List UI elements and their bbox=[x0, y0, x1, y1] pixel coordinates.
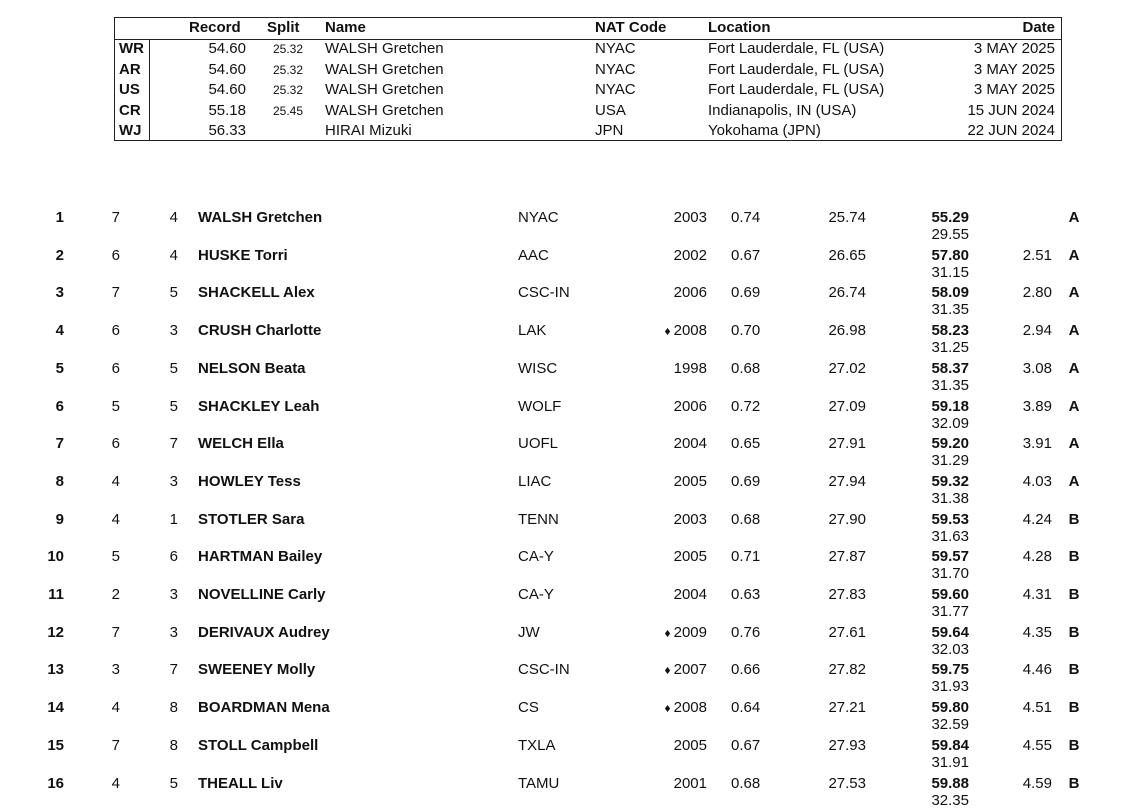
result-birth-year-value: 2008 bbox=[673, 699, 707, 717]
record-nat-code: USA bbox=[595, 101, 626, 119]
records-table bbox=[114, 17, 1062, 141]
result-reaction-time: 0.69 bbox=[731, 472, 761, 490]
result-split-100: 32.03 bbox=[931, 640, 969, 658]
result-split-50: 27.91 bbox=[828, 435, 866, 453]
records-header-split: Split bbox=[267, 19, 300, 36]
result-final-time: 58.23 bbox=[931, 322, 969, 340]
record-date: 3 MAY 2025 bbox=[973, 40, 1055, 57]
result-final-group: A bbox=[1068, 359, 1080, 377]
result-final-group: A bbox=[1068, 397, 1080, 415]
result-time-behind: 4.51 bbox=[1022, 699, 1052, 717]
result-final-time: 59.57 bbox=[931, 548, 969, 566]
result-birth-year bbox=[647, 322, 707, 340]
result-final-time: 59.32 bbox=[931, 472, 969, 490]
result-time-behind: 4.55 bbox=[1022, 736, 1052, 754]
result-birth-year-value: 2008 bbox=[673, 322, 707, 340]
result-lane: 6 bbox=[169, 548, 178, 566]
result-final-time: 59.80 bbox=[931, 699, 969, 717]
result-lane: 4 bbox=[169, 246, 178, 264]
result-birth-year bbox=[647, 661, 707, 679]
result-heat: 6 bbox=[111, 246, 120, 264]
result-heat: 4 bbox=[111, 774, 120, 792]
result-lane: 1 bbox=[169, 510, 178, 528]
result-reaction-time: 0.72 bbox=[731, 397, 761, 415]
result-split-50: 25.74 bbox=[828, 209, 866, 226]
result-birth-year bbox=[647, 624, 707, 642]
result-heat: 4 bbox=[111, 510, 120, 528]
record-location: Indianapolis, IN (USA) bbox=[708, 101, 857, 119]
result-birth-year-value: 2001 bbox=[673, 774, 707, 792]
result-swimmer-name: NOVELLINE Carly bbox=[198, 586, 326, 603]
result-place: 5 bbox=[55, 359, 64, 377]
result-birth-year-value: 2009 bbox=[673, 623, 707, 641]
record-time: 55.18 bbox=[208, 101, 246, 119]
result-time-behind: 4.31 bbox=[1022, 586, 1052, 603]
result-split-100: 31.70 bbox=[931, 565, 969, 583]
result-split-50: 27.02 bbox=[828, 359, 866, 377]
result-birth-year-value: 2005 bbox=[673, 736, 707, 754]
result-heat: 4 bbox=[111, 699, 120, 717]
result-final-time: 55.29 bbox=[931, 209, 969, 226]
result-split-50: 26.74 bbox=[828, 284, 866, 302]
record-code: CR bbox=[119, 101, 141, 119]
result-birth-year-value: 2005 bbox=[673, 548, 707, 566]
result-birth-year bbox=[647, 511, 707, 529]
result-place: 10 bbox=[47, 548, 64, 566]
result-birth-year-value: 2005 bbox=[673, 472, 707, 490]
record-holder: WALSH Gretchen bbox=[325, 101, 444, 119]
result-club-code: TAMU bbox=[518, 774, 560, 792]
result-club-code: CA-Y bbox=[518, 548, 554, 566]
records-header-location: Location bbox=[708, 19, 771, 36]
result-reaction-time: 0.74 bbox=[731, 209, 761, 226]
result-swimmer-name: THEALL Liv bbox=[198, 774, 283, 792]
result-place: 12 bbox=[47, 623, 64, 641]
result-final-time: 59.75 bbox=[931, 661, 969, 679]
result-place: 11 bbox=[48, 586, 64, 603]
result-club-code: NYAC bbox=[518, 209, 559, 226]
result-heat: 4 bbox=[111, 472, 120, 490]
result-lane: 5 bbox=[169, 284, 178, 302]
result-reaction-time: 0.63 bbox=[731, 586, 761, 603]
record-location: Yokohama (JPN) bbox=[708, 122, 821, 140]
result-swimmer-name: STOTLER Sara bbox=[198, 510, 305, 528]
records-header-record: Record bbox=[189, 19, 241, 36]
result-final-time: 59.88 bbox=[931, 774, 969, 792]
result-split-100: 31.63 bbox=[931, 527, 969, 545]
record-nat-code: NYAC bbox=[595, 81, 636, 99]
result-birth-year bbox=[647, 209, 707, 227]
result-split-50: 27.87 bbox=[828, 548, 866, 566]
result-swimmer-name: NELSON Beata bbox=[198, 359, 306, 377]
result-swimmer-name: SHACKLEY Leah bbox=[198, 397, 320, 415]
records-header-name: Name bbox=[325, 19, 366, 36]
result-split-50: 27.90 bbox=[828, 510, 866, 528]
record-location: Fort Lauderdale, FL (USA) bbox=[708, 81, 885, 99]
result-swimmer-name: CRUSH Charlotte bbox=[198, 322, 322, 340]
result-reaction-time: 0.67 bbox=[731, 736, 761, 754]
result-final-group: B bbox=[1068, 548, 1080, 566]
result-birth-year bbox=[647, 247, 707, 265]
junior-diamond-icon: ♦ bbox=[664, 324, 671, 339]
result-final-group: A bbox=[1068, 435, 1080, 453]
result-lane: 4 bbox=[169, 209, 178, 226]
record-nat-code: NYAC bbox=[595, 60, 636, 78]
record-split: 25.45 bbox=[272, 103, 303, 118]
result-split-50: 27.09 bbox=[828, 397, 866, 415]
result-split-100: 31.35 bbox=[931, 301, 969, 319]
result-birth-year bbox=[647, 586, 707, 604]
result-birth-year bbox=[647, 360, 707, 378]
record-holder: WALSH Gretchen bbox=[325, 81, 444, 99]
result-split-100: 32.35 bbox=[931, 791, 969, 809]
result-birth-year-value: 2004 bbox=[673, 586, 707, 603]
result-split-100: 31.15 bbox=[931, 263, 969, 281]
result-place: 8 bbox=[55, 472, 64, 490]
result-final-group: B bbox=[1068, 510, 1080, 528]
result-swimmer-name: STOLL Campbell bbox=[198, 736, 319, 754]
junior-diamond-icon: ♦ bbox=[664, 663, 671, 678]
result-final-time: 58.09 bbox=[931, 284, 969, 302]
record-code: US bbox=[119, 81, 140, 99]
result-club-code: TENN bbox=[518, 510, 559, 528]
result-time-behind: 3.91 bbox=[1022, 435, 1052, 453]
result-split-100: 32.59 bbox=[931, 716, 969, 734]
record-date: 22 JUN 2024 bbox=[967, 122, 1055, 140]
record-time: 54.60 bbox=[208, 60, 246, 78]
result-place: 13 bbox=[47, 661, 64, 679]
result-swimmer-name: HOWLEY Tess bbox=[198, 472, 301, 490]
result-birth-year bbox=[647, 699, 707, 717]
result-split-50: 27.93 bbox=[828, 736, 866, 754]
result-split-50: 26.98 bbox=[828, 322, 866, 340]
result-place: 6 bbox=[55, 397, 64, 415]
result-reaction-time: 0.65 bbox=[731, 435, 761, 453]
result-place: 1 bbox=[55, 209, 64, 226]
result-final-time: 59.18 bbox=[931, 397, 969, 415]
result-final-group: B bbox=[1068, 736, 1080, 754]
record-time: 56.33 bbox=[208, 122, 246, 140]
records-header-rule bbox=[115, 39, 1061, 40]
result-place: 15 bbox=[47, 736, 64, 754]
result-birth-year bbox=[647, 284, 707, 302]
result-final-time: 58.37 bbox=[931, 359, 969, 377]
result-lane: 3 bbox=[169, 586, 178, 603]
result-reaction-time: 0.68 bbox=[731, 510, 761, 528]
result-time-behind: 2.51 bbox=[1022, 246, 1052, 264]
result-lane: 3 bbox=[169, 472, 178, 490]
result-birth-year bbox=[647, 435, 707, 453]
record-holder: WALSH Gretchen bbox=[325, 40, 444, 57]
result-reaction-time: 0.76 bbox=[731, 623, 761, 641]
record-holder: WALSH Gretchen bbox=[325, 60, 444, 78]
junior-diamond-icon: ♦ bbox=[664, 625, 671, 640]
result-split-50: 26.65 bbox=[828, 246, 866, 264]
record-date: 3 MAY 2025 bbox=[973, 81, 1055, 99]
result-split-100: 31.35 bbox=[931, 376, 969, 394]
result-final-time: 59.20 bbox=[931, 435, 969, 453]
result-time-behind: 3.08 bbox=[1022, 359, 1052, 377]
result-lane: 8 bbox=[169, 736, 178, 754]
result-reaction-time: 0.68 bbox=[731, 774, 761, 792]
result-place: 14 bbox=[47, 699, 64, 717]
result-final-time: 59.53 bbox=[931, 510, 969, 528]
records-header-date: Date bbox=[1022, 19, 1055, 36]
result-final-group: B bbox=[1068, 586, 1080, 603]
result-club-code: LAK bbox=[518, 322, 547, 340]
result-time-behind: 4.59 bbox=[1022, 774, 1052, 792]
record-location: Fort Lauderdale, FL (USA) bbox=[708, 40, 885, 57]
result-reaction-time: 0.64 bbox=[731, 699, 761, 717]
result-split-50: 27.94 bbox=[828, 472, 866, 490]
result-final-group: B bbox=[1068, 661, 1080, 679]
record-code: AR bbox=[119, 60, 141, 78]
record-holder: HIRAI Mizuki bbox=[325, 122, 412, 140]
junior-diamond-icon: ♦ bbox=[664, 701, 671, 716]
result-place: 2 bbox=[55, 246, 64, 264]
result-heat: 6 bbox=[111, 322, 120, 340]
record-date: 3 MAY 2025 bbox=[973, 60, 1055, 78]
record-split: 25.32 bbox=[272, 83, 303, 98]
result-club-code: CSC-IN bbox=[518, 284, 570, 302]
result-heat: 6 bbox=[111, 359, 120, 377]
result-split-100: 31.38 bbox=[931, 489, 969, 507]
result-split-100: 31.77 bbox=[931, 603, 969, 620]
result-place: 9 bbox=[55, 510, 64, 528]
result-lane: 7 bbox=[169, 435, 178, 453]
result-split-100: 31.25 bbox=[931, 339, 969, 357]
record-date: 15 JUN 2024 bbox=[967, 101, 1055, 119]
result-reaction-time: 0.69 bbox=[731, 284, 761, 302]
result-place: 3 bbox=[55, 284, 64, 302]
result-split-100: 32.09 bbox=[931, 414, 969, 432]
records-header-nat-code: NAT Code bbox=[595, 19, 667, 36]
result-swimmer-name: HARTMAN Bailey bbox=[198, 548, 323, 566]
record-nat-code: NYAC bbox=[595, 40, 636, 57]
result-birth-year-value: 2006 bbox=[673, 397, 707, 415]
result-heat: 7 bbox=[111, 284, 120, 302]
result-final-time: 59.64 bbox=[931, 623, 969, 641]
result-split-50: 27.83 bbox=[828, 586, 866, 603]
record-split: 25.32 bbox=[272, 62, 303, 77]
result-reaction-time: 0.67 bbox=[731, 246, 761, 264]
result-time-behind: 4.46 bbox=[1022, 661, 1052, 679]
result-birth-year bbox=[647, 775, 707, 793]
result-club-code: LIAC bbox=[518, 472, 552, 490]
result-heat: 7 bbox=[111, 623, 120, 641]
result-club-code: CA-Y bbox=[518, 586, 554, 603]
result-final-group: B bbox=[1068, 623, 1080, 641]
result-club-code: WISC bbox=[518, 359, 558, 377]
result-birth-year bbox=[647, 398, 707, 416]
result-club-code: JW bbox=[518, 623, 540, 641]
result-club-code: CS bbox=[518, 699, 539, 717]
result-club-code: AAC bbox=[518, 246, 549, 264]
result-time-behind: 3.89 bbox=[1022, 397, 1052, 415]
result-birth-year-value: 2003 bbox=[673, 510, 707, 528]
result-heat: 3 bbox=[111, 661, 120, 679]
result-swimmer-name: HUSKE Torri bbox=[198, 246, 288, 264]
result-split-100: 31.93 bbox=[931, 678, 969, 696]
result-place: 16 bbox=[47, 774, 64, 792]
result-reaction-time: 0.68 bbox=[731, 359, 761, 377]
result-club-code: CSC-IN bbox=[518, 661, 570, 679]
result-birth-year-value: 1998 bbox=[673, 359, 707, 377]
result-final-time: 57.80 bbox=[931, 246, 969, 264]
result-lane: 5 bbox=[169, 397, 178, 415]
result-split-50: 27.21 bbox=[828, 699, 866, 717]
result-heat: 7 bbox=[111, 209, 120, 226]
result-club-code: TXLA bbox=[518, 736, 556, 754]
record-location: Fort Lauderdale, FL (USA) bbox=[708, 60, 885, 78]
record-code: WR bbox=[119, 40, 144, 57]
result-lane: 8 bbox=[169, 699, 178, 717]
result-final-group: A bbox=[1068, 284, 1080, 302]
result-split-100: 29.55 bbox=[931, 226, 969, 243]
result-lane: 5 bbox=[169, 774, 178, 792]
result-lane: 3 bbox=[169, 322, 178, 340]
result-lane: 7 bbox=[169, 661, 178, 679]
result-reaction-time: 0.66 bbox=[731, 661, 761, 679]
result-club-code: WOLF bbox=[518, 397, 562, 415]
result-final-time: 59.84 bbox=[931, 736, 969, 754]
record-time: 54.60 bbox=[208, 40, 246, 57]
result-time-behind: 4.03 bbox=[1022, 472, 1052, 490]
result-birth-year-value: 2004 bbox=[673, 435, 707, 453]
result-lane: 3 bbox=[169, 623, 178, 641]
result-swimmer-name: SWEENEY Molly bbox=[198, 661, 316, 679]
result-time-behind: 4.35 bbox=[1022, 623, 1052, 641]
result-split-50: 27.53 bbox=[828, 774, 866, 792]
result-final-group: B bbox=[1068, 774, 1080, 792]
result-birth-year bbox=[647, 473, 707, 491]
result-split-100: 31.29 bbox=[931, 452, 969, 470]
result-time-behind: 2.94 bbox=[1022, 322, 1052, 340]
record-split: 25.32 bbox=[272, 42, 303, 56]
result-swimmer-name: BOARDMAN Mena bbox=[198, 699, 330, 717]
result-birth-year-value: 2007 bbox=[673, 661, 707, 679]
result-place: 4 bbox=[55, 322, 64, 340]
result-final-group: A bbox=[1068, 472, 1080, 490]
result-split-50: 27.82 bbox=[828, 661, 866, 679]
result-reaction-time: 0.71 bbox=[731, 548, 761, 566]
result-heat: 5 bbox=[111, 397, 120, 415]
result-reaction-time: 0.70 bbox=[731, 322, 761, 340]
result-birth-year bbox=[647, 548, 707, 566]
result-final-group: A bbox=[1068, 209, 1080, 226]
result-heat: 6 bbox=[111, 435, 120, 453]
result-swimmer-name: SHACKELL Alex bbox=[198, 284, 315, 302]
result-birth-year-value: 2006 bbox=[673, 284, 707, 302]
result-swimmer-name: DERIVAUX Audrey bbox=[198, 623, 330, 641]
result-heat: 7 bbox=[111, 736, 120, 754]
result-time-behind: 4.28 bbox=[1022, 548, 1052, 566]
result-birth-year bbox=[647, 737, 707, 755]
result-heat: 5 bbox=[111, 548, 120, 566]
result-heat: 2 bbox=[111, 586, 120, 603]
record-nat-code: JPN bbox=[595, 122, 624, 140]
result-final-group: A bbox=[1068, 246, 1080, 264]
result-split-100: 31.91 bbox=[931, 753, 969, 771]
result-place: 7 bbox=[55, 435, 64, 453]
record-time: 54.60 bbox=[208, 81, 246, 99]
result-birth-year-value: 2003 bbox=[673, 209, 707, 226]
result-split-50: 27.61 bbox=[828, 623, 866, 641]
result-birth-year-value: 2002 bbox=[673, 246, 707, 264]
record-code: WJ bbox=[119, 122, 142, 140]
result-time-behind: 4.24 bbox=[1022, 510, 1052, 528]
result-time-behind: 2.80 bbox=[1022, 284, 1052, 302]
result-swimmer-name: WELCH Ella bbox=[198, 435, 284, 453]
result-swimmer-name: WALSH Gretchen bbox=[198, 209, 323, 226]
result-lane: 5 bbox=[169, 359, 178, 377]
result-final-group: B bbox=[1068, 699, 1080, 717]
result-club-code: UOFL bbox=[518, 435, 559, 453]
result-final-time: 59.60 bbox=[931, 586, 969, 603]
result-final-group: A bbox=[1068, 322, 1080, 340]
